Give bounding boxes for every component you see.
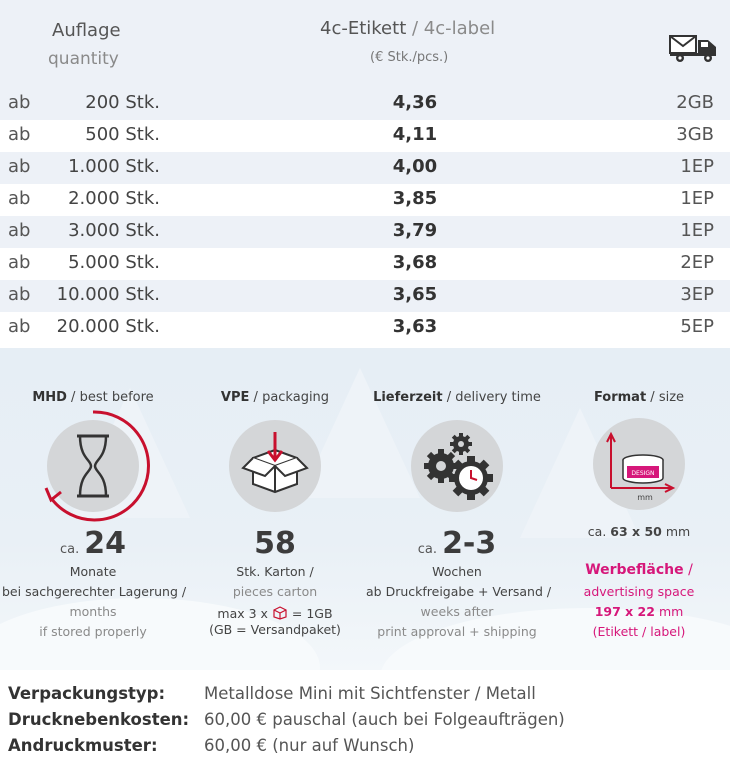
approx-label: ca. [417, 542, 437, 557]
value-row [184, 526, 366, 561]
icon-circle [47, 420, 139, 512]
row-prefix: ab [8, 92, 31, 113]
feature-line: Monate [69, 564, 117, 579]
row-shipping: 3EP [680, 284, 714, 305]
header-quantity-en: quantity [48, 49, 119, 69]
row-quantity: 5.000 Stk. [68, 252, 160, 273]
hourglass-icon [33, 406, 153, 526]
info-key: Verpackungstyp: [8, 684, 166, 703]
feature-title: VPE / packaging [220, 390, 330, 405]
value-row [366, 526, 548, 561]
row-shipping: 5EP [680, 316, 714, 337]
row-prefix: ab [8, 156, 31, 177]
price-table [0, 0, 730, 348]
feature-title-de: VPE [220, 390, 250, 405]
product-info [0, 670, 730, 767]
feature-best-before [2, 348, 187, 670]
feature-line: print approval + shipping [377, 624, 537, 639]
row-quantity: 500 Stk. [85, 124, 160, 145]
feature-line: (GB = Versandpaket) [209, 622, 341, 637]
row-price: 3,68 [392, 252, 438, 273]
feature-title-en: best before [79, 390, 154, 405]
row-shipping: 1EP [680, 156, 714, 177]
info-value: 60,00 € pauschal (auch bei Folgeaufträgen) [204, 710, 565, 729]
size-value: 63 x 50 [610, 524, 662, 539]
row-price: 3,79 [392, 220, 438, 241]
ad-space-unit: mm [658, 604, 684, 619]
icon-circle [593, 418, 685, 510]
feature-line: weeks after [420, 604, 494, 619]
feature-line: Stk. Karton / [236, 564, 314, 579]
header-label-separator: / [406, 18, 424, 39]
ad-space-title: Werbefläche / [585, 562, 693, 578]
info-value: Metalldose Mini mit Sichtfenster / Metall [204, 684, 536, 703]
icon-circle [411, 420, 503, 512]
header-quantity-de: Auflage [52, 20, 121, 41]
feature-line: Wochen [432, 564, 482, 579]
row-prefix: ab [8, 316, 31, 337]
row-shipping: 1EP [680, 188, 714, 209]
table-row [0, 88, 730, 120]
row-shipping: 1EP [680, 220, 714, 241]
ad-space-en: advertising space [583, 584, 695, 599]
gears-clock-icon [411, 420, 503, 512]
mail-truck-icon [668, 32, 720, 64]
row-price: 4,36 [392, 92, 438, 113]
value-row [2, 526, 184, 561]
max-cartons-text: max 3 x [217, 606, 268, 621]
feature-title-de: MHD [32, 390, 67, 405]
table-row [0, 280, 730, 312]
table-row [0, 120, 730, 152]
row-prefix: ab [8, 124, 31, 145]
row-price: 4,11 [392, 124, 438, 145]
feature-title-de: Lieferzeit [373, 390, 443, 405]
size-unit: mm [665, 524, 691, 539]
feature-title-en: size [658, 390, 685, 405]
table-row [0, 184, 730, 216]
feature-title-en: packaging [262, 390, 330, 405]
table-row [0, 152, 730, 184]
info-key: Drucknebenkosten: [8, 710, 190, 729]
row-shipping: 2GB [676, 92, 714, 113]
gb-equals-text: = 1GB [291, 606, 333, 621]
mm-label: mm [637, 493, 653, 502]
row-shipping: 2EP [680, 252, 714, 273]
feature-line [184, 606, 366, 621]
box-icon [229, 420, 321, 512]
feature-title: MHD / best before [32, 390, 154, 405]
feature-title-de: Format [593, 390, 647, 405]
table-row [0, 248, 730, 280]
row-shipping: 3GB [676, 124, 714, 145]
row-prefix: ab [8, 188, 31, 209]
features-section [0, 348, 730, 670]
tin-dimensions-icon [593, 418, 685, 510]
row-quantity: 20.000 Stk. [56, 316, 160, 337]
row-quantity: 3.000 Stk. [68, 220, 160, 241]
row-price: 3,65 [392, 284, 438, 305]
feature-title: Format / size [593, 390, 685, 405]
row-quantity: 200 Stk. [85, 92, 160, 113]
icon-circle [229, 420, 321, 512]
feature-delivery-time [366, 348, 552, 670]
ad-space-size [548, 604, 730, 619]
small-box-icon [272, 606, 288, 620]
row-prefix: ab [8, 220, 31, 241]
ad-space-value: 197 x 22 [594, 604, 655, 619]
header-label-en: 4c-label [423, 18, 496, 39]
row-prefix: ab [8, 252, 31, 273]
feature-line: ab Druckfreigabe + Versand / [366, 584, 552, 599]
row-quantity: 1.000 Stk. [68, 156, 160, 177]
feature-title: Lieferzeit / delivery time [373, 390, 541, 405]
feature-title-en: delivery time [455, 390, 541, 405]
delivery-time-value: 2-3 [442, 526, 497, 561]
info-value: 60,00 € (nur auf Wunsch) [204, 736, 415, 755]
feature-line: pieces carton [232, 584, 318, 599]
row-price: 3,63 [392, 316, 438, 337]
row-price: 4,00 [392, 156, 438, 177]
feature-packaging [184, 348, 366, 670]
row-quantity: 2.000 Stk. [68, 188, 160, 209]
best-before-value: 24 [84, 526, 127, 561]
feature-format [548, 348, 730, 670]
feature-line: if stored properly [39, 624, 147, 639]
approx-label: ca. [59, 542, 80, 557]
size-line [548, 524, 730, 539]
feature-line: months [69, 604, 117, 619]
row-price: 3,85 [392, 188, 438, 209]
header-label-de: 4c-Etikett [320, 18, 407, 39]
approx-label: ca. [587, 524, 607, 539]
table-row [0, 312, 730, 344]
ad-space-de: Werbefläche [585, 562, 684, 578]
header-unit: (€ Stk./pcs.) [370, 50, 449, 65]
feature-line: bei sachgerechter Lagerung / [2, 584, 187, 599]
info-key: Andruckmuster: [8, 736, 158, 755]
packaging-value: 58 [254, 526, 296, 561]
table-row [0, 216, 730, 248]
header-label [320, 18, 495, 39]
row-quantity: 10.000 Stk. [56, 284, 160, 305]
row-prefix: ab [8, 284, 31, 305]
design-tag: DESIGN [631, 470, 655, 477]
ad-space-note: (Etikett / label) [592, 624, 686, 639]
table-header [0, 0, 730, 88]
